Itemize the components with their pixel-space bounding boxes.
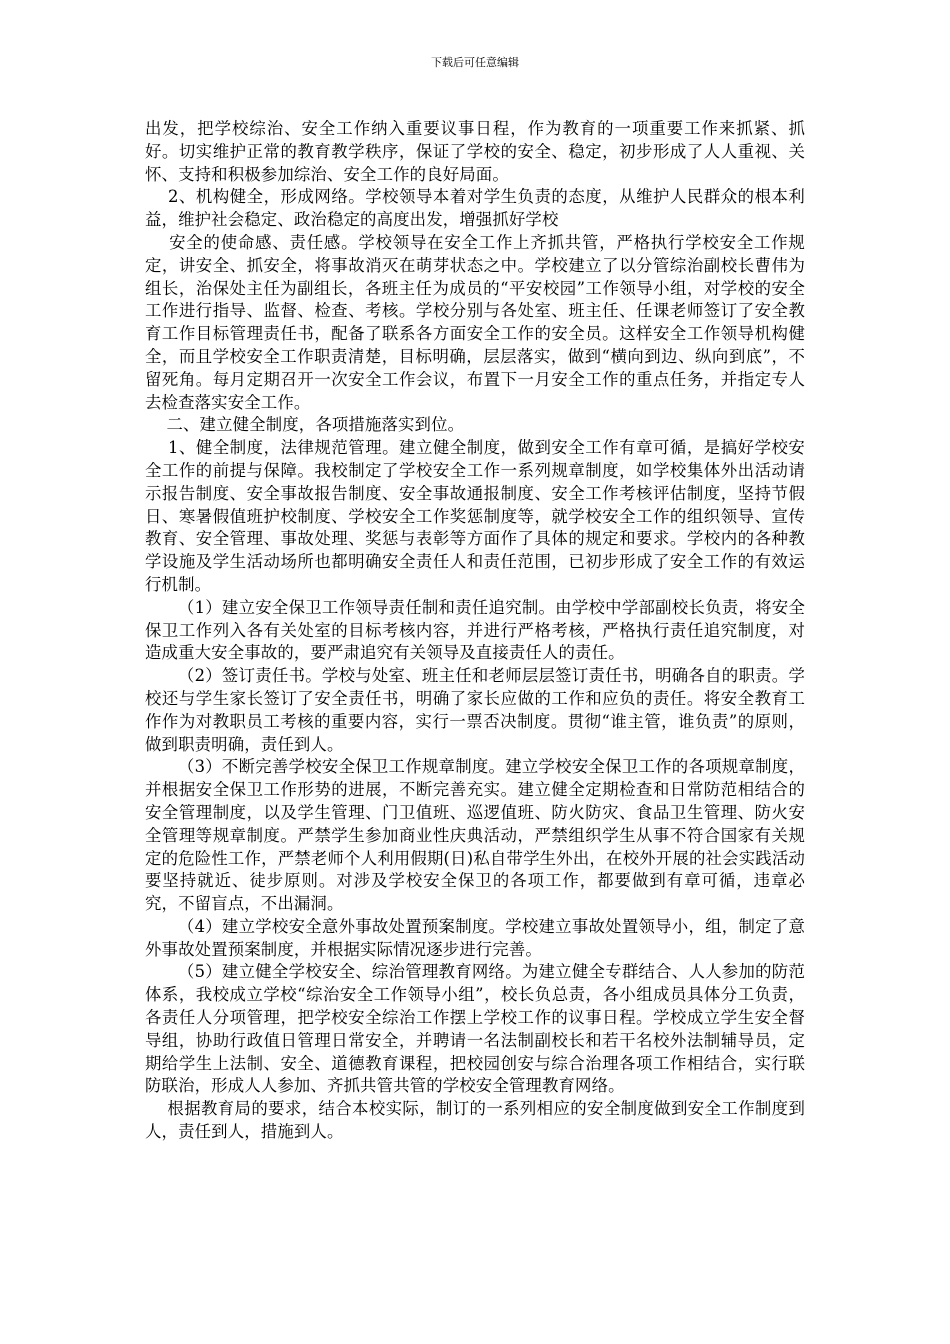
paragraph: 二、建立健全制度，各项措施落实到位。: [145, 415, 465, 435]
paragraph: （2）签订责任书。学校与处室、班主任和老师层层签订责任书，明确各自的职责。学校还与学生家长签订了安全责任书，明确了家长应做的工作和应负的责任。将安全教育工作作为对教职员工考核的重要内容，实行一票否决制度。贯彻“谁主管，谁负责”的原则，做到职责明确，责任到人。: [145, 666, 805, 754]
paragraph: （1）建立安全保卫工作领导责任制和责任追究制。由学校中学部副校长负责，将安全保卫工作列入各有关处室的目标考核内容，并进行严格考核，严格执行责任追究制度，对造成重大安全事故的，要严肃追究有关领导及直接责任人的责任。: [145, 597, 805, 663]
paragraph: 2、机构健全，形成网络。学校领导本着对学生负责的态度，从维护人民群众的根本利益，维护社会稳定、政治稳定的高度出发，增强抓好学校: [145, 187, 805, 230]
paragraph: （5）建立健全学校安全、综治管理教育网络。为建立健全专群结合、人人参加的防范体系，我校成立学校“综治安全工作领导小组”，校长负总责，各小组成员具体分工负责，各责任人分项管理，把学校安全综治工作摆上学校工作的议事日程。学校成立学生安全督导组，协助行政值日管理日常安全，并聘请一名法制副校长和若干名校外法制辅导员，定期给学生上法制、安全、道德教育课程，把校园创安与综合治理各项工作相结合，实行联防联治，形成人人参加、齐抓共管共管的学校安全管理教育网络。: [145, 962, 805, 1096]
paragraph: 出发，把学校综治、安全工作纳入重要议事日程，作为教育的一项重要工作来抓紧、抓好。切实维护正常的教育教学秩序，保证了学校的安全、稳定，初步形成了人人重视、关怀、支持和积极参加综治、安全工作的良好局面。: [145, 119, 805, 184]
paragraph: （4）建立学校安全意外事故处置预案制度。学校建立事故处置领导小，组，制定了意外事故处置预案制度，并根据实际情况逐步进行完善。: [145, 916, 805, 959]
paragraph: 安全的使命感、责任感。学校领导在安全工作上齐抓共管，严格执行学校安全工作规定，讲安全、抓安全，将事故消灭在萌芽状态之中。学校建立了以分管综治副校长曹伟为组长，治保处主任为副组长，各班主任为成员的“平安校园”工作领导小组，对学校的安全工作进行指导、监督、检查、考核。学校分别与各处室、班主任、任课老师签订了安全教育工作目标管理责任书，配备了联系各方面安全工作的安全员。这样安全工作领导机构健全，而且学校安全工作职责清楚，目标明确，层层落实，做到“横向到边、纵向到底”，不留死角。每月定期召开一次安全工作会议，布置下一月安全工作的重点任务，并指定专人去检查落实安全工作。: [145, 232, 805, 412]
page-header: 下载后可任意编辑: [431, 56, 519, 69]
document-body: [145, 118, 805, 1144]
paragraph: （3）不断完善学校安全保卫工作规章制度。建立学校安全保卫工作的各项规章制度，并根据安全保卫工作形势的进展，不断完善充实。建立健全定期检查和日常防范相结合的安全管理制度，以及学生管理、门卫值班、巡逻值班、防火防灾、食品卫生管理、防火安全管理等规章制度。严禁学生参加商业性庆典活动，严禁组织学生从事不符合国家有关规定的危险性工作，严禁老师个人利用假期(日)私自带学生外出，在校外开展的社会实践活动要坚持就近、徒步原则。对涉及学校安全保卫的各项工作，都要做到有章可循，违章必究，不留盲点，不出漏洞。: [145, 757, 805, 914]
paragraph: 根据教育局的要求，结合本校实际，制订的一系列相应的安全制度做到安全工作制度到人，责任到人，措施到人。: [145, 1099, 805, 1142]
paragraph: 1、健全制度，法律规范管理。建立健全制度，做到安全工作有章可循，是搞好学校安全工作的前提与保障。我校制定了学校安全工作一系列规章制度，如学校集体外出活动请示报告制度、安全事故报告制度、安全事故通报制度、安全工作考核评估制度，坚持节假日、寒暑假值班护校制度、学校安全工作奖惩制度等，就学校安全工作的组织领导、宣传教育、安全管理、事故处理、奖惩与表彰等方面作了具体的规定和要求。学校内的各种教学设施及学生活动场所也都明确安全责任人和责任范围，已初步形成了安全工作的有效运行机制。: [145, 438, 805, 594]
